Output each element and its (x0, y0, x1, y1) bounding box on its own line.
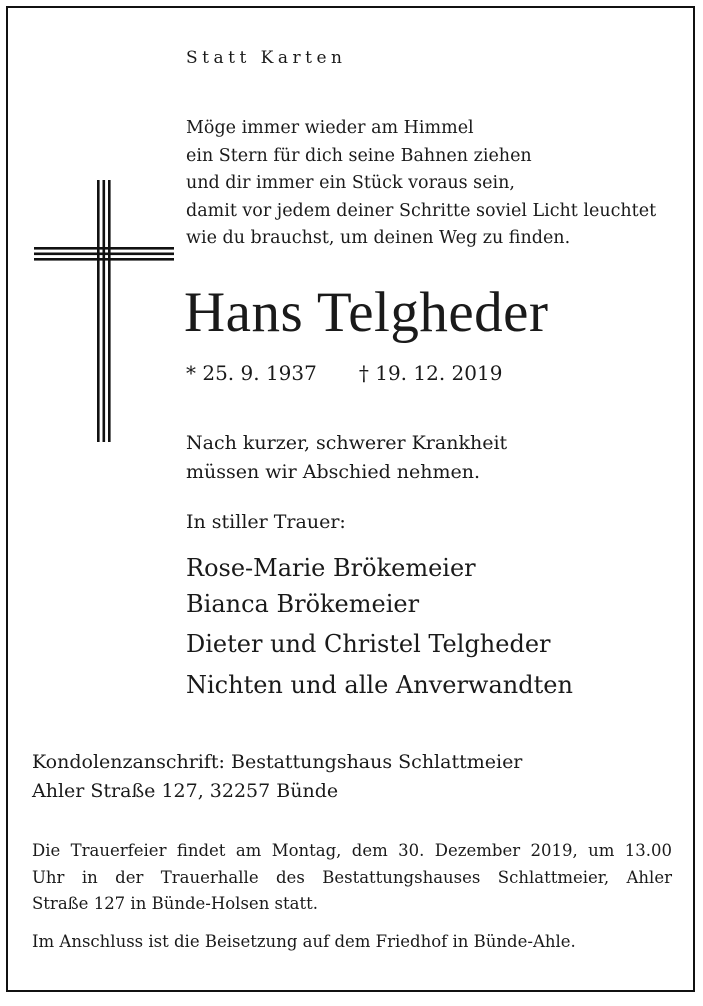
mourners-list (186, 551, 573, 703)
mourner-name: Nichten und alle Anverwandten (186, 670, 573, 699)
service-info (32, 838, 672, 918)
service-line: Uhr in der Trauerhalle des Bestattungshauses Schlattmeier, Ahler (32, 867, 672, 887)
cross-icon (34, 180, 174, 442)
condolence-line: Ahler Straße 127, 32257 Bünde (32, 780, 339, 802)
message-line: Nach kurzer, schwerer Krankheit (186, 432, 508, 454)
deceased-name: Hans Telgheder (184, 281, 549, 344)
mourner-name: Bianca Brökemeier (186, 589, 420, 618)
mourning-intro: In stiller Trauer: (186, 511, 346, 533)
poem-line: wie du brauchst, um deinen Weg zu finden. (186, 228, 571, 248)
death-date: † 19. 12. 2019 (358, 361, 503, 385)
message-line: müssen wir Abschied nehmen. (186, 461, 481, 483)
statt-karten-label: Statt Karten (186, 48, 347, 68)
condolence-address (32, 748, 522, 806)
poem-line: ein Stern für dich seine Bahnen ziehen (186, 145, 532, 166)
farewell-message (186, 429, 507, 487)
life-dates (186, 361, 502, 385)
mourner-name: Dieter und Christel Telgheder (186, 630, 551, 658)
obituary-notice (6, 6, 695, 992)
poem-line: und dir immer ein Stück voraus sein, (186, 173, 515, 193)
mourner-name: Rose-Marie Brökemeier (186, 554, 476, 582)
poem (186, 115, 656, 253)
condolence-line: Kondolenzanschrift: Bestattungshaus Schlattmeier (32, 751, 523, 773)
poem-line: Möge immer wieder am Himmel (186, 118, 474, 138)
burial-info: Im Anschluss ist die Beisetzung auf dem Friedhof in Bünde-Ahle. (32, 932, 576, 951)
service-line: Die Trauerfeier findet am Montag, dem 30. Dezember 2019, um 13.00 (32, 841, 672, 860)
birth-date: * 25. 9. 1937 (186, 361, 317, 385)
poem-line: damit vor jedem deiner Schritte soviel Licht leuchtet (186, 200, 657, 221)
service-line: Straße 127 in Bünde-Holsen statt. (32, 894, 319, 913)
